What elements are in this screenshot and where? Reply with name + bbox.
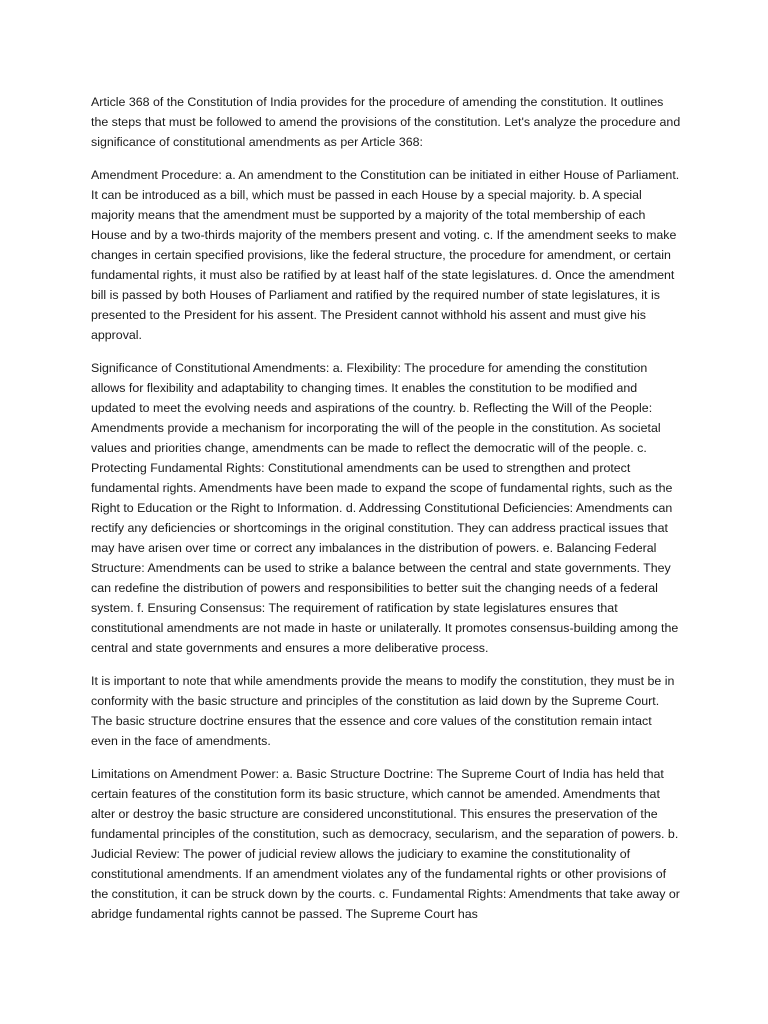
paragraph-significance: Significance of Constitutional Amendments: a. Flexibility: The procedure for amending the constitution allows for flexibility and adaptability to changing times. It enables the constitution to be modified and updated to meet the evolving needs and aspirations of the country. b. Reflecting the Will of the People: Amendments provide a mechanism for incorporating the will of the people in the constitution. As societal values and priorities change, amendments can be made to reflect the democratic will of the people. c. Protecting Fundamental Rights: Constitutional amendments can be used to strengthen and protect fundamental rights. Amendments have been made to expand the scope of fundamental rights, such as the Right to Education or the Right to Information. d. Addressing Constitutional Deficiencies: Amendments can rectify any deficiencies or shortcomings in the original constitution. They can address practical issues that may have arisen over time or correct any imbalances in the distribution of powers. e. Balancing Federal Structure: Amendments can be used to strike a balance between the central and state governments. They can redefine the distribution of powers and responsibilities to better suit the changing needs of a federal system. f. Ensuring Consensus: The requirement of ratification by state legislatures ensures that constitutional amendments are not made in haste or unilaterally. It promotes consensus-building among the central and state governments and ensures a more deliberative process. — [91, 361, 679, 655]
paragraph-limitations: Limitations on Amendment Power: a. Basic Structure Doctrine: The Supreme Court of India has held that certain features of the constitution form its basic structure, which cannot be amended. Amendments that alter or destroy the basic structure are considered unconstitutional. This ensures the preservation of the fundamental principles of the constitution, such as democracy, secularism, and the separation of powers. b. Judicial Review: The power of judicial review allows the judiciary to examine the constitutionality of constitutional amendments. If an amendment violates any of the fundamental rights or other provisions of the constitution, it can be struck down by the courts. c. Fundamental Rights: Amendments that take away or abridge fundamental rights cannot be passed. The Supreme Court has — [91, 767, 680, 921]
document-body — [91, 92, 681, 937]
paragraph-amendment-procedure: Amendment Procedure: a. An amendment to the Constitution can be initiated in either House of Parliament. It can be introduced as a bill, which must be passed in each House by a special majority. b. A special majority means that the amendment must be supported by a majority of the total membership of each House and by a two-thirds majority of the members present and voting. c. If the amendment seeks to make changes in certain specified provisions, like the federal structure, the procedure for amendment, or certain fundamental rights, it must also be ratified by at least half of the state legislatures. d. Once the amendment bill is passed by both Houses of Parliament and ratified by the required number of state legislatures, it is presented to the President for his assent. The President cannot withhold his assent and must give his approval. — [91, 168, 680, 342]
paragraph-basic-structure-note: It is important to note that while amendments provide the means to modify the constitution, they must be in conformity with the basic structure and principles of the constitution as laid down by the Supreme Court. The basic structure doctrine ensures that the essence and core values of the constitution remain intact even in the face of amendments. — [91, 674, 675, 748]
paragraph-intro: Article 368 of the Constitution of India provides for the procedure of amending the constitution. It outlines the steps that must be followed to amend the provisions of the constitution. Let's analyze the procedure and significance of constitutional amendments as per Article 368: — [91, 95, 681, 149]
